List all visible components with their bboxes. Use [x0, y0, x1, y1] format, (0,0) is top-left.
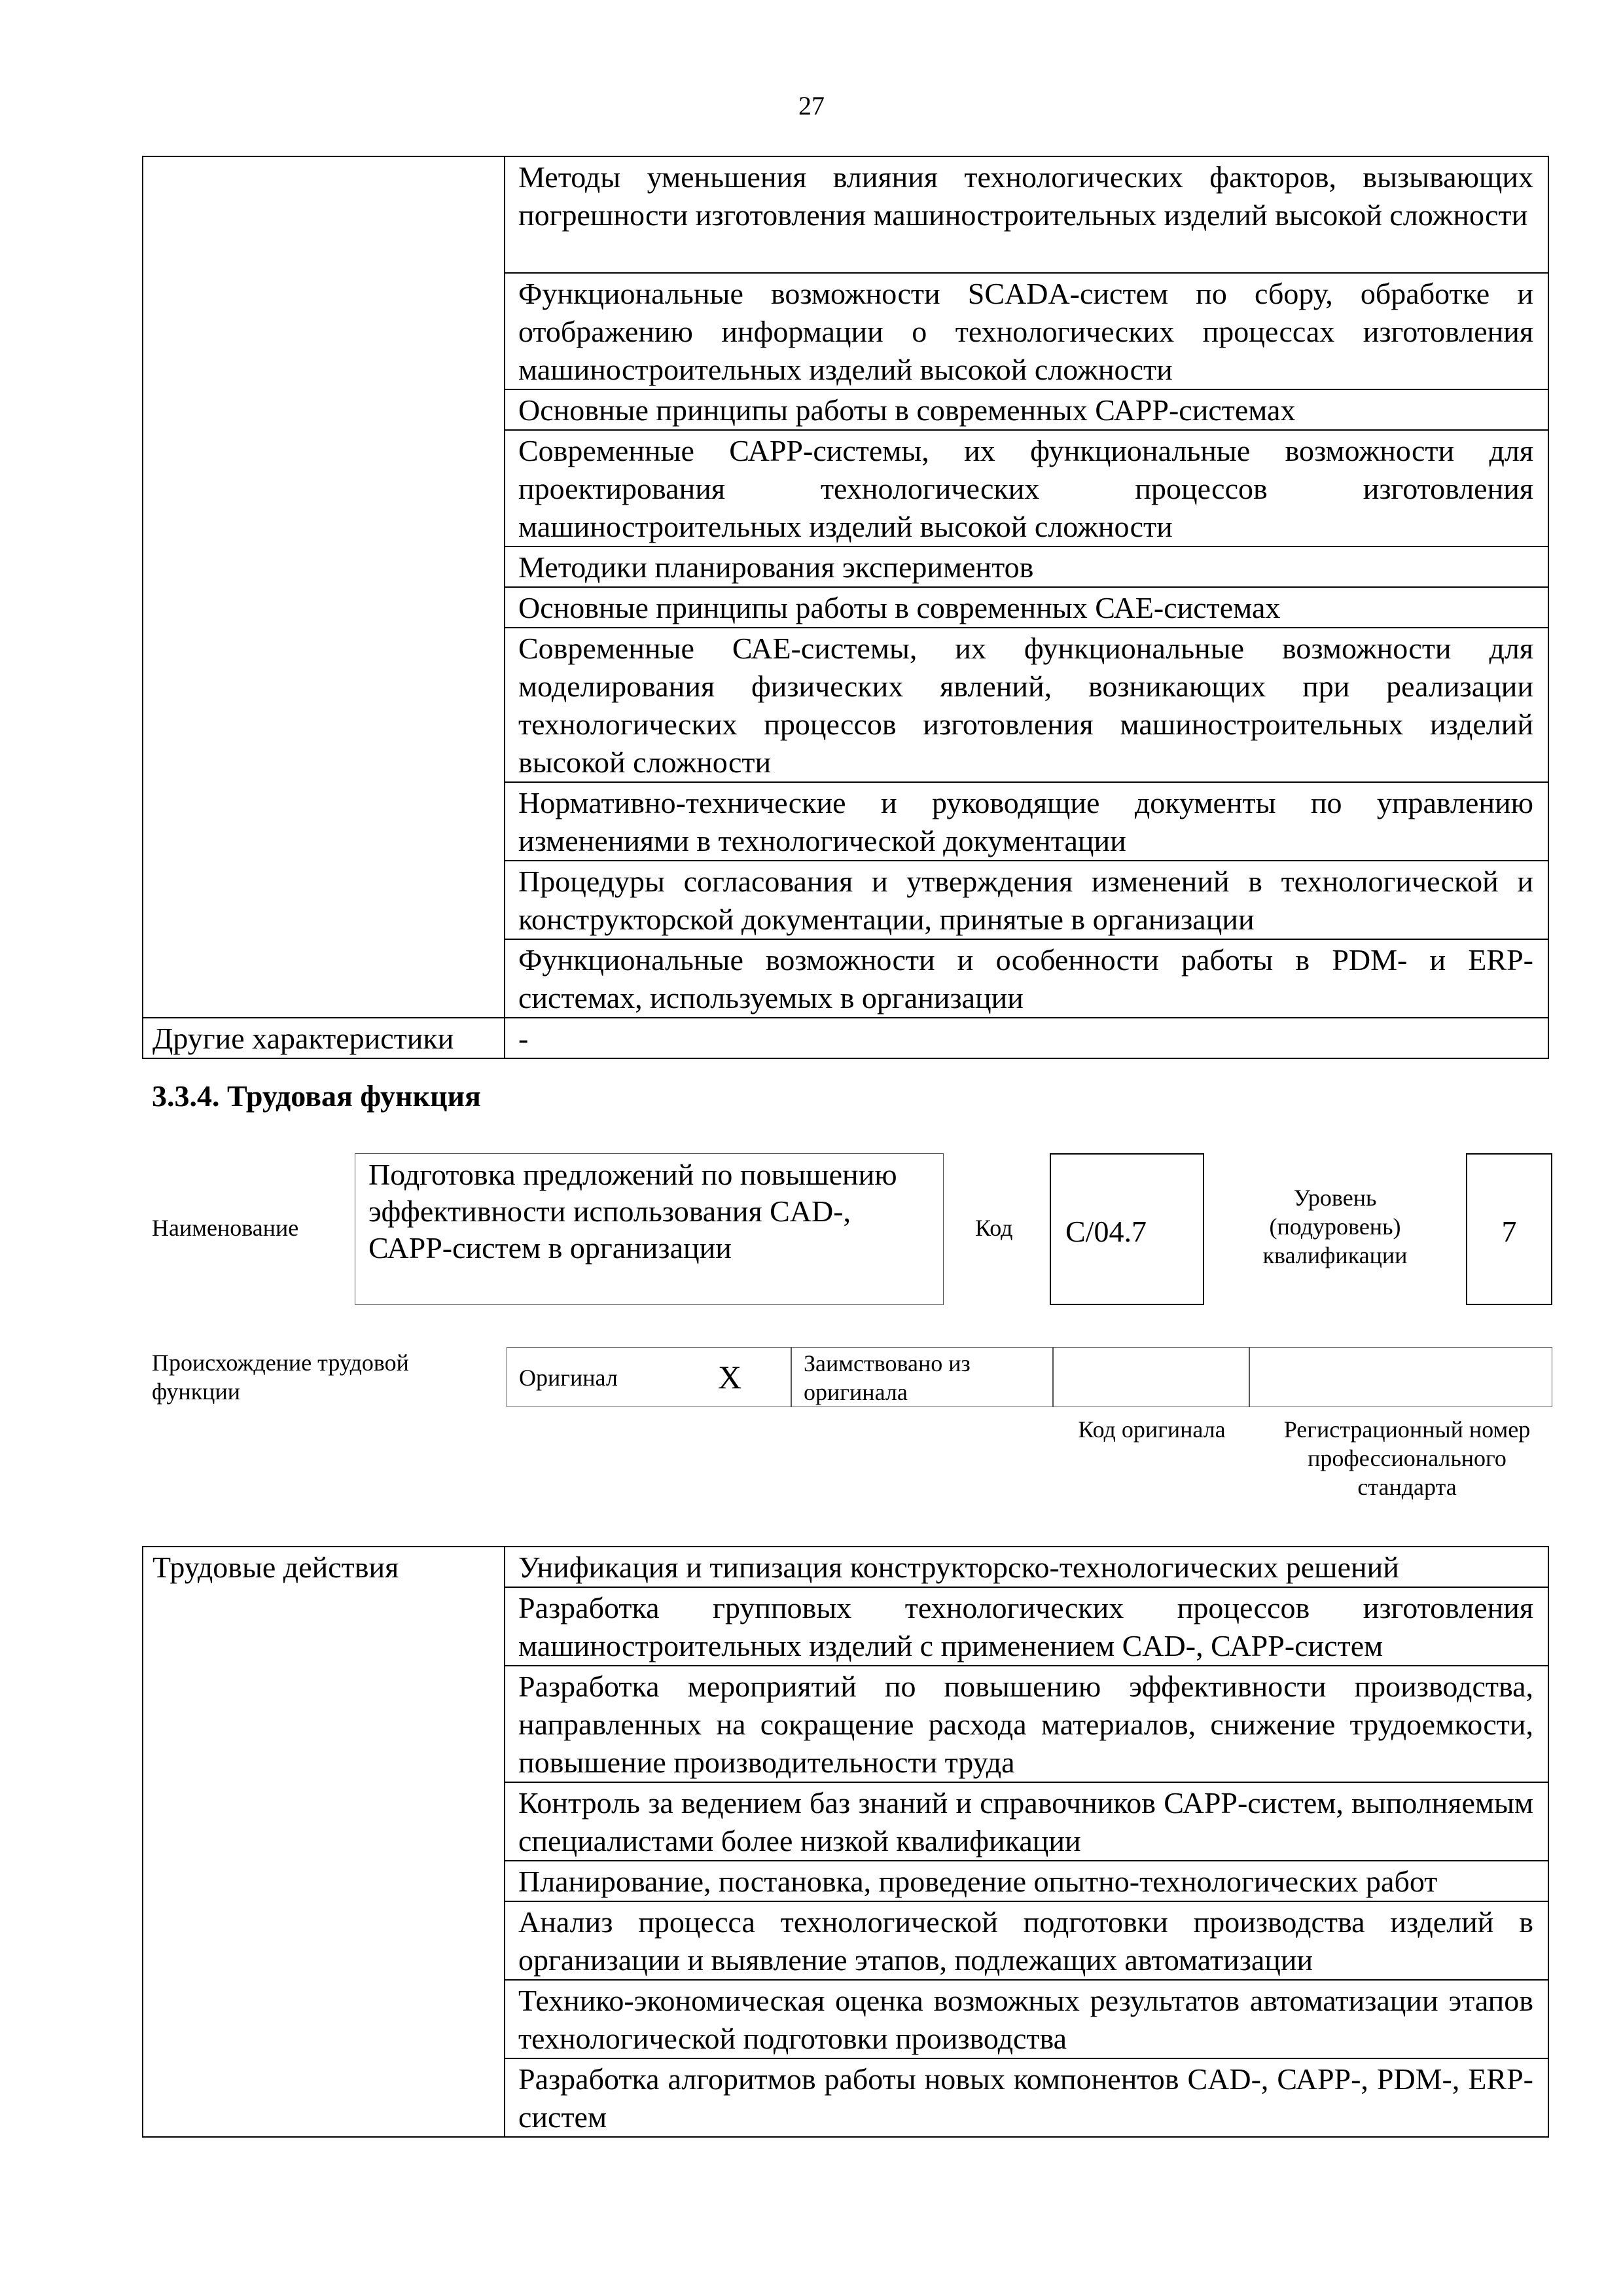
labor-action-item: Разработка мероприятий по повышению эффективности производства, направленных на сокращение расхода материалов, снижение трудоемкости, повышение производительности труда	[505, 1666, 1548, 1782]
level-box	[1466, 1153, 1552, 1305]
original-code-box	[1053, 1347, 1249, 1407]
knowledge-item: Нормативно-технические и руководящие документы по управлению изменениями в технологической документации	[505, 782, 1548, 861]
labor-action-item: Унификация и типизация конструкторско-технологических решений	[505, 1547, 1548, 1587]
knowledge-item: Процедуры согласования и утверждения изменений в технологической и конструкторской документации, принятые в организации	[505, 861, 1548, 939]
labor-action-item: Контроль за ведением баз знаний и справочников САРР-систем, выполняемым специалистами более низкой квалификации	[505, 1782, 1548, 1861]
continued-knowledge-table	[142, 156, 1549, 1059]
table-row	[143, 1018, 1548, 1058]
knowledge-item: Методы уменьшения влияния технологических факторов, вызывающих погрешности изготовления машиностроительных изделий высокой сложности	[505, 156, 1548, 273]
knowledge-item: Основные принципы работы в современных САРР-системах	[505, 389, 1548, 430]
registration-number-box	[1249, 1347, 1552, 1407]
labor-action-item: Технико-экономическая оценка возможных результатов автоматизации этапов технологической подготовки производства	[505, 1980, 1548, 2058]
borrowed-label: Заимствовано из оригинала	[804, 1350, 971, 1405]
labor-action-item: Планирование, постановка, проведение опытно-технологических работ	[505, 1861, 1548, 1901]
name-label: Наименование	[152, 1215, 299, 1241]
labor-action-item: Анализ процесса технологической подготовки производства изделий в организации и выявление этапов, подлежащих автоматизации	[505, 1901, 1548, 1980]
function-name-box	[355, 1153, 944, 1305]
origin-label: Происхождение трудовой функции	[152, 1350, 409, 1405]
original-label: Оригинал	[519, 1365, 618, 1391]
labor-actions-label: Трудовые действия	[143, 1547, 505, 2137]
level-label: Уровень (подуровень) квалификации	[1262, 1185, 1408, 1268]
code-box	[1050, 1153, 1204, 1305]
labor-actions-table	[142, 1546, 1549, 2138]
labor-action-item: Разработка алгоритмов работы новых компонентов CAD-, САРР-, PDM-, ERP-систем	[505, 2058, 1548, 2137]
knowledge-item: Современные САРР-системы, их функциональные возможности для проектирования технологических процессов изготовления машиностроительных изделий высокой сложности	[505, 430, 1548, 547]
knowledge-item: Функциональные возможности и особенности работы в PDM- и ERP-системах, используемых в организации	[505, 939, 1548, 1018]
registration-number-caption: Регистрационный номер профессионального стандарта	[1283, 1416, 1531, 1500]
knowledge-item: Методики планирования экспериментов	[505, 547, 1548, 587]
original-code-caption: Код оригинала	[1078, 1416, 1226, 1443]
code-label: Код	[975, 1215, 1013, 1241]
other-characteristics-value: -	[505, 1018, 1548, 1058]
code-value: С/04.7	[1065, 1215, 1147, 1248]
function-name-value: Подготовка предложений по повышению эффективности использования CAD-, САРР-систем в организации	[368, 1158, 897, 1265]
original-mark: X	[718, 1359, 742, 1395]
knowledge-item: Функциональные возможности SCADA-систем по сбору, обработке и отображению информации о технологических процессах изготовления машиностроительных изделий высокой сложности	[505, 273, 1548, 389]
labor-action-item: Разработка групповых технологических процессов изготовления машиностроительных изделий с применением CAD-, САРР-систем	[505, 1587, 1548, 1666]
section-heading: 3.3.4. Трудовая функция	[152, 1079, 481, 1113]
page-number: 27	[798, 91, 825, 120]
level-value: 7	[1501, 1215, 1517, 1248]
other-characteristics-label: Другие характеристики	[143, 1018, 505, 1058]
original-box	[507, 1347, 791, 1407]
empty-label-cell	[143, 156, 505, 1018]
table-row	[143, 1547, 1548, 1587]
borrowed-box	[791, 1347, 1053, 1407]
table-row	[143, 156, 1548, 273]
knowledge-item: Основные принципы работы в современных САЕ-системах	[505, 587, 1548, 628]
knowledge-item: Современные САЕ-системы, их функциональные возможности для моделирования физических явлений, возникающих при реализации технологических процессов изготовления машиностроительных изделий высокой сложности	[505, 628, 1548, 782]
